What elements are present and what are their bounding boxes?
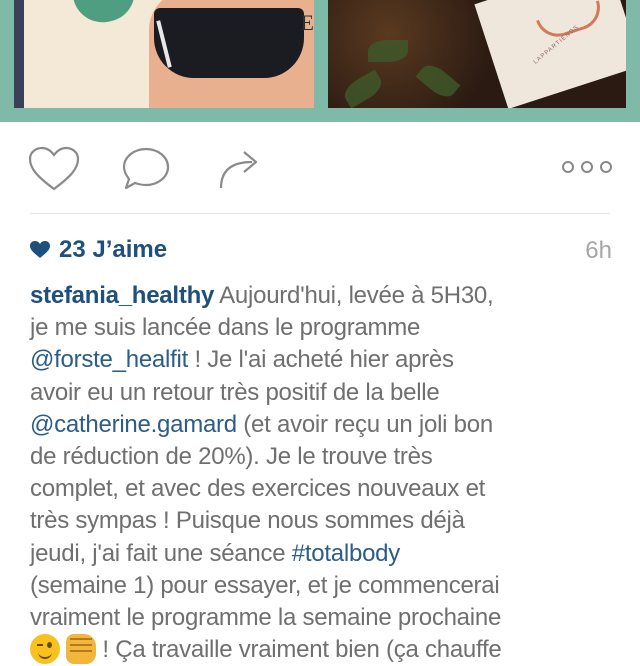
fist-bump-emoji — [66, 634, 96, 664]
caption-line: complet, et avec des exercices nouveaux et — [30, 475, 486, 503]
magazine-spine — [14, 0, 24, 108]
caption-line: très sympas ! Puisque nous sommes déjà — [30, 507, 465, 535]
caption-text: ! Ça travaille vraiment bien (ça chauffe — [96, 636, 502, 664]
caption-line — [30, 280, 620, 312]
mention-link[interactable]: @forste_healfit — [30, 346, 189, 374]
box-brand-text: LAPPARTIENDS — [532, 24, 581, 66]
heart-outline-icon[interactable] — [28, 146, 80, 197]
photo-right-box[interactable] — [328, 0, 626, 108]
post-action-bar — [0, 122, 640, 214]
caption-line — [30, 634, 620, 666]
caption-line: je me suis lancée dans le programme — [30, 314, 421, 342]
share-arrow-icon[interactable] — [216, 146, 262, 197]
post-photo-collage[interactable] — [0, 0, 640, 122]
caption-text: (et avoir reçu un joli bon — [236, 410, 493, 438]
likes-count[interactable] — [30, 236, 167, 264]
holly-leaf — [368, 40, 408, 62]
post-timestamp: 6h — [585, 237, 612, 264]
caption-text: Aujourd'hui, levée à 5H30, — [214, 282, 494, 309]
likes-label: 23 J’aime — [59, 236, 168, 263]
caption-text: jeudi, j'ai fait une séance — [30, 539, 292, 567]
black-shorts — [154, 8, 304, 78]
photo-left-fitness[interactable] — [14, 0, 314, 108]
caption-line — [30, 538, 620, 570]
caption-line: de réduction de 20%). Je le trouve très — [30, 442, 433, 470]
caption-line: vraiment le programme la semaine prochaine — [30, 603, 502, 631]
caption-line: (semaine 1) pour essayer, et je commencerai — [30, 571, 500, 599]
mention-link[interactable]: @catherine.gamard — [30, 410, 237, 438]
caption-line: avoir eu un retour très positif de la belle — [30, 378, 440, 406]
username-link[interactable]: stefania_healthy — [30, 282, 215, 309]
winking-face-emoji — [30, 634, 60, 664]
caption-text: ! Je l'ai acheté hier après — [188, 346, 454, 374]
three-dots-icon[interactable] — [562, 161, 612, 173]
magazine-letter: E — [300, 10, 314, 35]
post-caption — [30, 280, 620, 666]
caption-line — [30, 409, 620, 441]
divider — [30, 213, 610, 214]
heart-filled-icon — [30, 241, 50, 259]
hashtag-link[interactable]: #totalbody — [291, 539, 401, 567]
caption-line — [30, 344, 620, 376]
speech-bubble-icon[interactable] — [121, 146, 171, 197]
green-shape — [72, 0, 139, 26]
